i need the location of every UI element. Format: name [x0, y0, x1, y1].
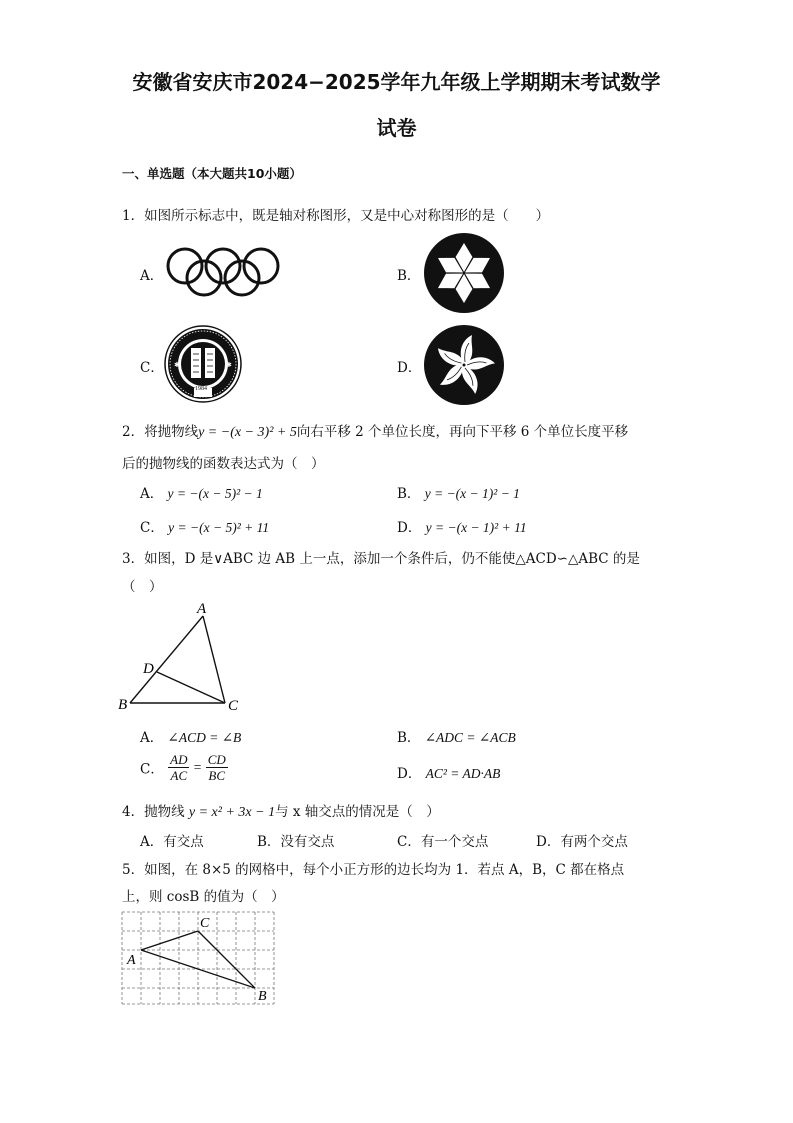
label-a: A [197, 601, 207, 617]
q2-option-b [397, 482, 520, 502]
q4-option-a: A．有交点 [140, 834, 204, 850]
q3-option-a [140, 726, 241, 746]
grid-lines [122, 912, 274, 1004]
q3-option-c [140, 752, 228, 783]
label-b: B [118, 697, 128, 713]
q3-option-a-text: ∠ACD = ∠B [167, 730, 242, 745]
question-5-stem-line2: 上，则 cosB 的值为（ ） [122, 889, 285, 905]
label-c: C [200, 916, 210, 931]
q3-option-d [397, 762, 500, 782]
q4-stem-prefix: 4．抛物线 [122, 804, 185, 820]
q1-option-a-label: A． [140, 268, 164, 284]
grid-triangle-figure [112, 906, 282, 1010]
question-5-stem: 5．如图，在 8×5 的网格中，每个小正方形的边长均为 1．若点 A，B，C 都在格点 [122, 862, 625, 878]
q3-option-b [397, 726, 516, 746]
q2-option-d-label: D． [397, 520, 422, 536]
q4-option-b: B．没有交点 [257, 834, 335, 850]
label-a: A [127, 953, 136, 968]
fraction-cd-bc: $\frac{CD}{BC}$ [207, 752, 226, 783]
title-line-2: 试卷 [376, 116, 417, 140]
q3-option-b-label: B． [397, 730, 421, 746]
q3-option-a-label: A． [140, 730, 164, 746]
q2-option-a-label: A． [140, 486, 164, 502]
q4-stem-suffix: 与 x 轴交点的情况是（ ） [275, 804, 440, 820]
seal-year-text: 1984 [195, 386, 207, 392]
title-line-1: 安徽省安庆市2024−2025学年九年级上学期期末考试数学 [132, 70, 661, 94]
q3-option-b-text: ∠ADC = ∠ACB [424, 730, 516, 745]
q2-option-b-label: B． [397, 486, 421, 502]
svg-text:✱: ✱ [174, 361, 180, 369]
label-c: C [228, 698, 239, 714]
question-2-stem-line2: 后的抛物线的函数表达式为（ ） [122, 456, 325, 472]
university-seal-logo [163, 324, 243, 404]
question-1-stem: 1．如图所示标志中，既是轴对称图形，又是中心对称图形的是（ ） [122, 208, 550, 224]
equals-sign: = [193, 759, 202, 775]
side-cb [198, 931, 255, 988]
q4-option-d: D．有两个交点 [536, 834, 628, 850]
question-2-stem [122, 420, 628, 441]
section-heading: 一、单选题（本大题共10小题） [122, 166, 302, 181]
q2-option-a-text: y = −(x − 5)² − 1 [167, 486, 263, 501]
q2-option-d-text: y = −(x − 1)² + 11 [425, 520, 527, 535]
q3-option-c-label: C． [140, 761, 164, 778]
q2-option-d [397, 516, 527, 536]
label-d: D [143, 661, 154, 677]
segment-cd [157, 672, 225, 703]
side-ac [141, 931, 198, 950]
q2-stem-prefix: 2．将抛物线 [122, 424, 199, 440]
q4-option-c: C．有一个交点 [397, 834, 489, 850]
label-b: B [258, 989, 267, 1004]
q3-option-d-text: AC² = AD·AB [425, 766, 501, 781]
q2-option-a [140, 482, 263, 502]
question-4-stem [122, 800, 440, 821]
q2-option-c-text: y = −(x − 5)² + 11 [168, 520, 270, 535]
q2-option-c-label: C． [140, 520, 164, 536]
question-3-stem-line2: （ ） [122, 579, 163, 595]
q3-option-d-label: D． [397, 766, 422, 782]
bauhinia-flower-logo [423, 324, 505, 406]
q1-option-b-label: B． [397, 268, 421, 284]
question-3-stem: 3．如图，D 是∨ABC 边 AB 上一点，添加一个条件后，仍不能使△ACD∽△ABC 的是 [122, 551, 640, 567]
q1-option-d-label: D． [397, 360, 422, 376]
olympic-rings-logo [164, 246, 282, 298]
q2-stem-suffix: 向右平移 2 个单位长度，再向下平移 6 个单位长度平移 [296, 424, 629, 440]
side-ac [203, 616, 225, 703]
q2-option-c [140, 516, 269, 536]
triangle-abc-figure [112, 596, 252, 716]
star-rhombus-logo [423, 232, 505, 314]
q1-option-c-label: C． [140, 360, 164, 376]
svg-text:✱: ✱ [226, 361, 232, 369]
fraction-ad-ac: $\frac{AD}{AC}$ [170, 752, 188, 783]
q2-formula: y = −(x − 3)² + 5 [198, 425, 297, 440]
side-ab [130, 616, 203, 703]
q4-formula: y = x² + 3x − 1 [188, 805, 276, 820]
q2-option-b-text: y = −(x − 1)² − 1 [424, 486, 520, 501]
